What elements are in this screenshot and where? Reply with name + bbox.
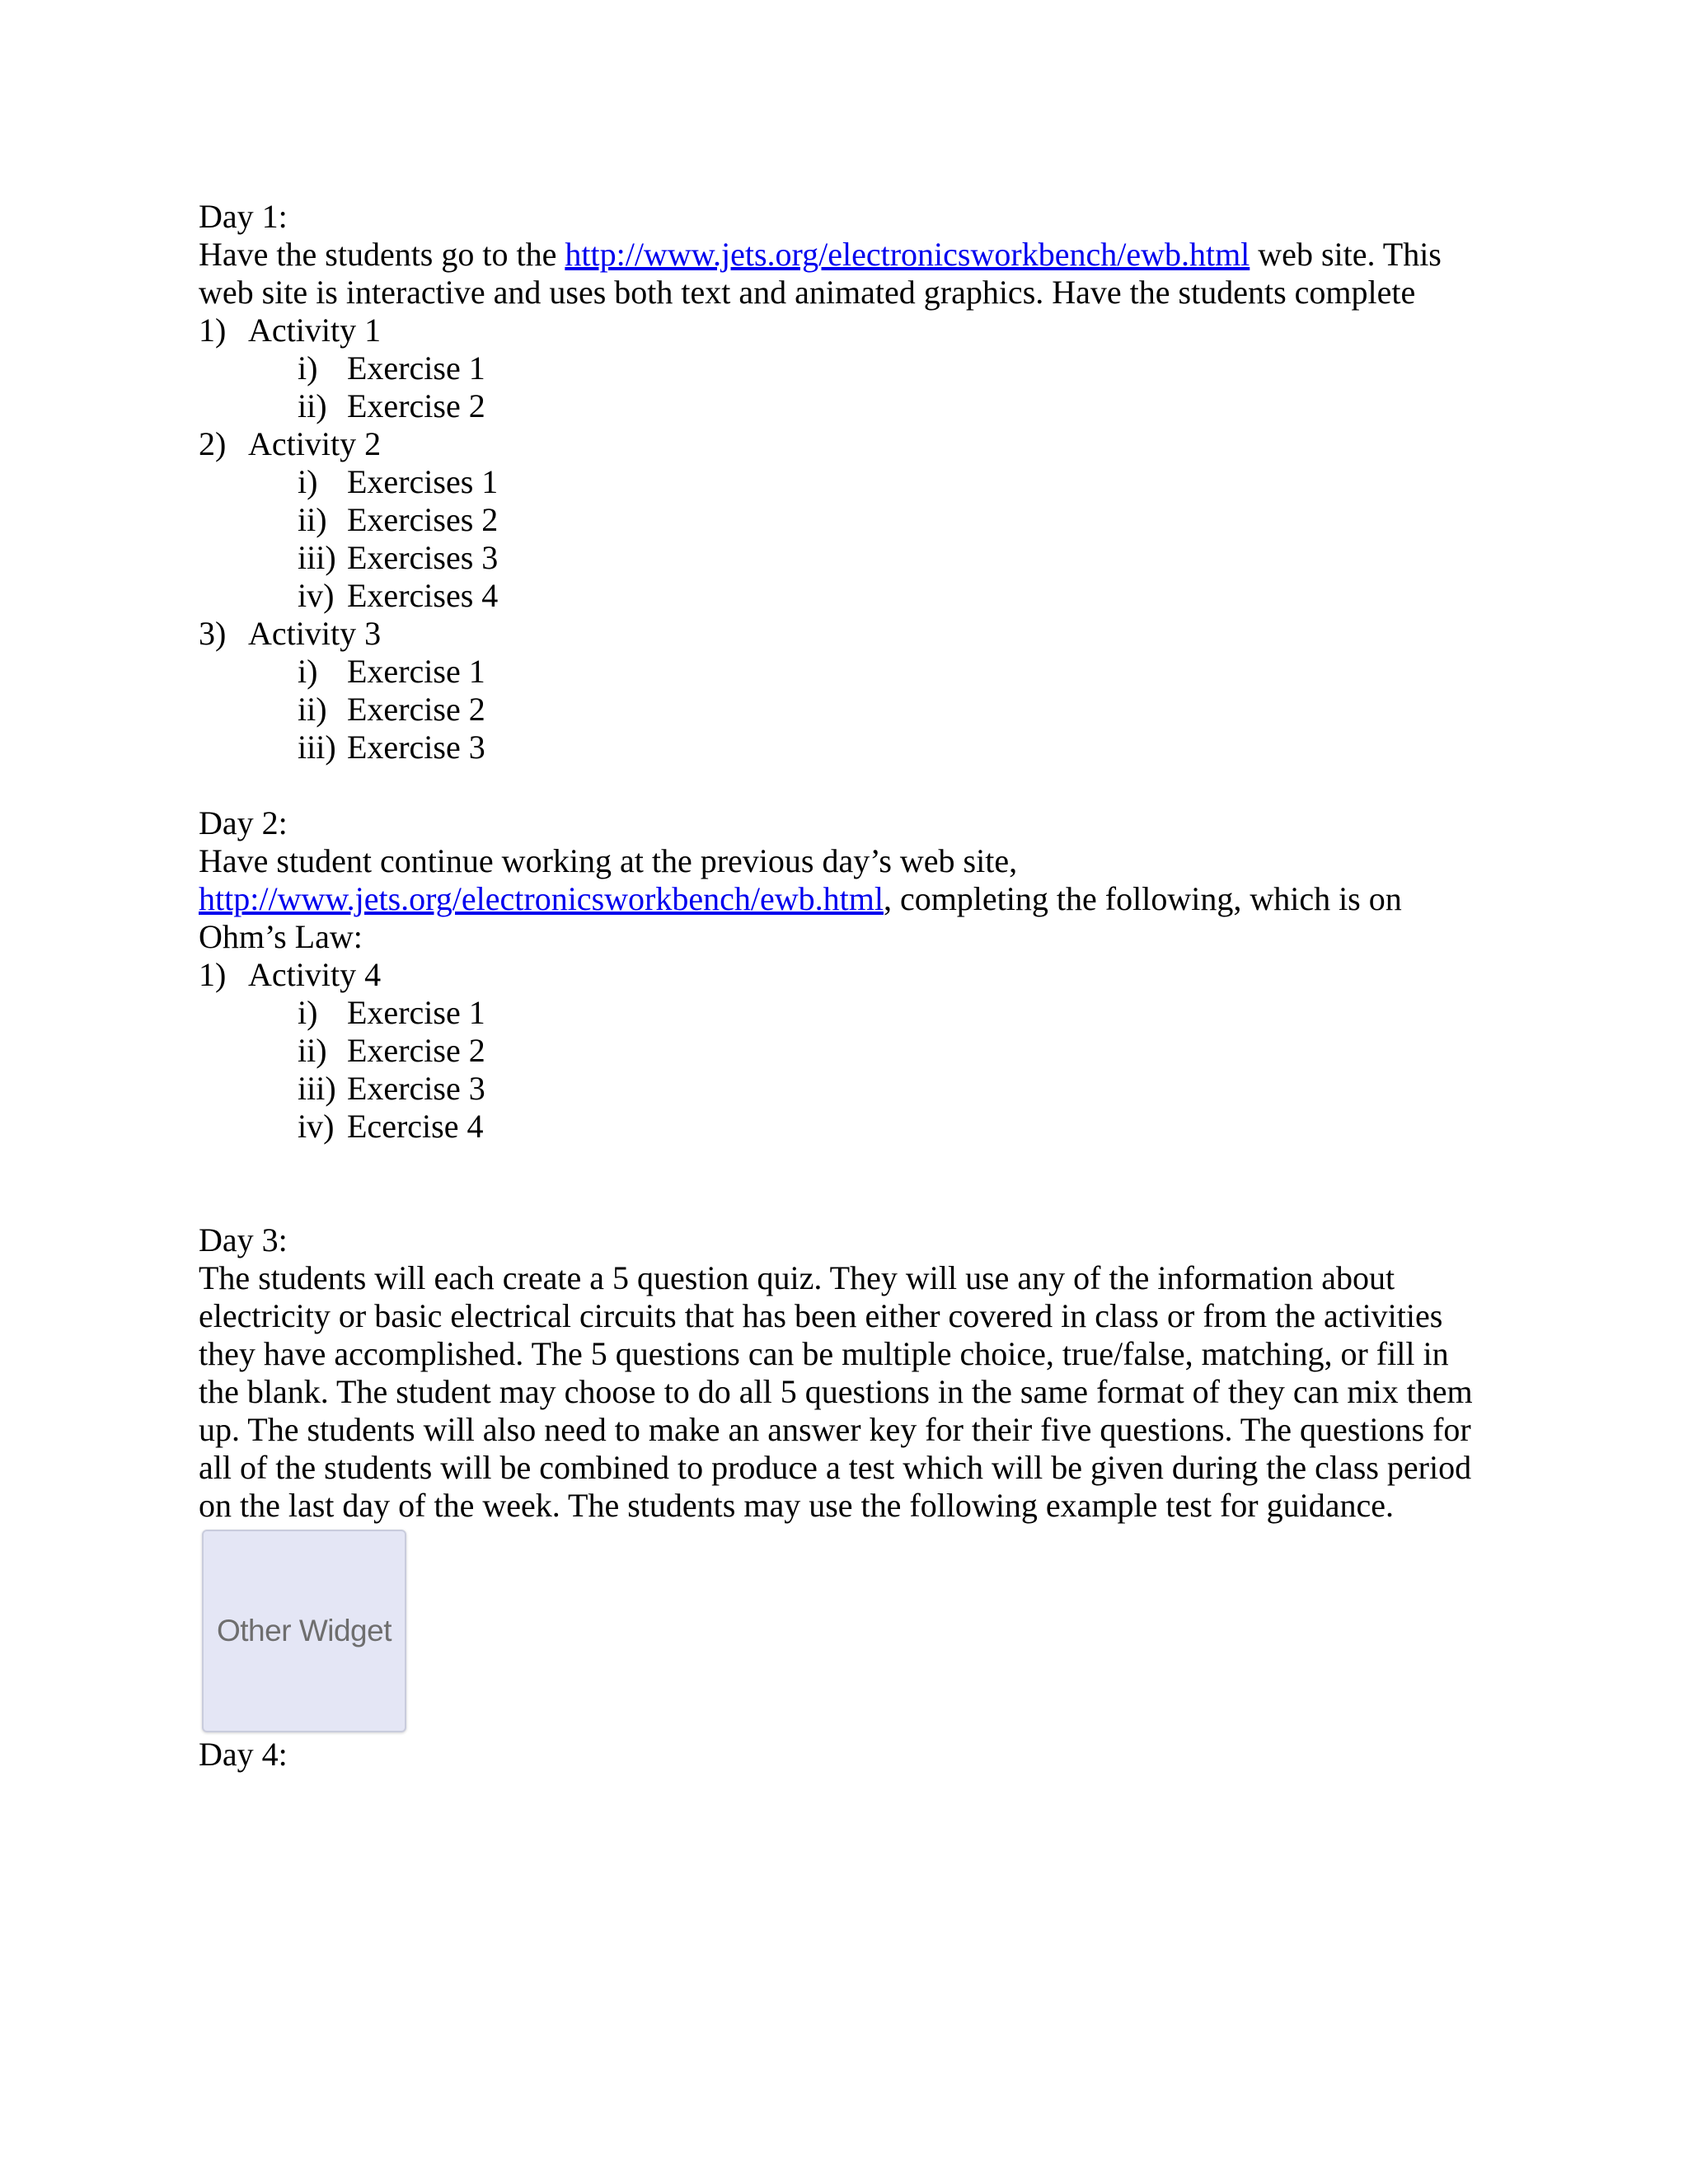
day2-activity-list: [199, 956, 1484, 1146]
day1-intro-line1: [199, 236, 1484, 274]
exercise-number: i): [298, 994, 318, 1031]
exercise-number: ii): [298, 691, 327, 728]
section-spacer: [199, 766, 1484, 804]
exercise-item: [199, 1108, 1484, 1146]
day2-intro-after-link: , completing the following, which is on: [883, 880, 1402, 917]
activity-label: Activity 1: [248, 312, 382, 349]
exercise-label: Exercises 1: [347, 463, 499, 500]
exercise-label: Exercise 1: [347, 994, 485, 1031]
day4-heading: Day 4:: [199, 1736, 288, 1773]
activity-label: Activity 4: [248, 956, 382, 993]
exercise-number: iv): [298, 577, 335, 614]
exercise-number: i): [298, 349, 318, 387]
activity-label: Activity 2: [248, 425, 382, 462]
other-widget-placeholder[interactable]: [202, 1530, 406, 1732]
day1-ewb-link[interactable]: http://www.jets.org/electronicsworkbench/ewb.html: [565, 236, 1250, 273]
day1-intro-before-link: Have the students go to the: [199, 236, 565, 273]
exercise-label: Exercises 3: [347, 539, 499, 576]
exercise-item: [199, 994, 1484, 1032]
day2-heading: Day 2:: [199, 804, 288, 841]
day3-paragraph-line: The students will each create a 5 question quiz. They will use any of the information about: [199, 1259, 1395, 1296]
exercise-item: [199, 501, 1484, 539]
exercise-label: Exercise 2: [347, 387, 485, 424]
activity-number: 1): [199, 956, 227, 993]
exercise-number: iii): [298, 729, 336, 766]
exercise-number: iii): [298, 1070, 336, 1107]
day2-intro-line2: [199, 880, 1484, 918]
exercise-item: [199, 387, 1484, 425]
exercise-number: ii): [298, 1032, 327, 1069]
exercise-item: [199, 691, 1484, 729]
exercise-number: ii): [298, 501, 327, 538]
day3-paragraph-line: up. The students will also need to make an answer key for their five questions. The questions for: [199, 1411, 1471, 1448]
activity-item: [199, 956, 1484, 994]
day2-intro-line1: Have student continue working at the previous day’s web site,: [199, 842, 1018, 879]
day3-heading: Day 3:: [199, 1221, 288, 1258]
exercise-item: [199, 577, 1484, 615]
exercise-label: Exercises 4: [347, 577, 499, 614]
exercise-number: iii): [298, 539, 336, 576]
day3-paragraph-line: the blank. The student may choose to do all 5 questions in the same format of they can mix them: [199, 1373, 1473, 1410]
exercise-number: ii): [298, 387, 327, 424]
activity-label: Activity 3: [248, 615, 382, 652]
exercise-label: Exercise 2: [347, 1032, 485, 1069]
day3-paragraph-line: they have accomplished. The 5 questions can be multiple choice, true/false, matching, or fill in: [199, 1335, 1449, 1372]
day3-paragraph-line: on the last day of the week. The students may use the following example test for guidance.: [199, 1487, 1394, 1524]
day1-intro-after-link: web site. This: [1250, 236, 1442, 273]
day3-section: [199, 1221, 1484, 1732]
exercise-label: Exercise 1: [347, 653, 485, 690]
day3-paragraph-line: electricity or basic electrical circuits that has been either covered in class or from the activities: [199, 1297, 1443, 1334]
day3-paragraph-line: all of the students will be combined to produce a test which will be given during the class period: [199, 1449, 1472, 1486]
activity-item: [199, 615, 1484, 653]
exercise-number: iv): [298, 1108, 335, 1145]
exercise-label: Exercise 3: [347, 729, 485, 766]
exercise-label: Exercise 2: [347, 691, 485, 728]
exercise-item: [199, 463, 1484, 501]
section-spacer: [199, 1146, 1484, 1221]
exercise-label: Exercise 1: [347, 349, 485, 387]
exercise-item: [199, 539, 1484, 577]
exercise-label: Ecercise 4: [347, 1108, 484, 1145]
activity-number: 1): [199, 312, 227, 349]
day2-section: [199, 804, 1484, 1146]
day1-activity-list: [199, 312, 1484, 766]
exercise-number: i): [298, 463, 318, 500]
exercise-item: [199, 1070, 1484, 1108]
day1-heading: Day 1:: [199, 198, 288, 235]
activity-item: [199, 312, 1484, 349]
activity-number: 2): [199, 425, 227, 462]
document-page: [199, 198, 1484, 1774]
day1-section: [199, 198, 1484, 766]
exercise-label: Exercise 3: [347, 1070, 485, 1107]
exercise-item: [199, 729, 1484, 766]
activity-number: 3): [199, 615, 227, 652]
day4-section: [199, 1736, 1484, 1774]
day2-ewb-link[interactable]: http://www.jets.org/electronicsworkbench/ewb.html: [199, 880, 884, 917]
activity-item: [199, 425, 1484, 463]
exercise-item: [199, 1032, 1484, 1070]
exercise-item: [199, 653, 1484, 691]
other-widget-label: Other Widget: [217, 1614, 392, 1647]
exercise-item: [199, 349, 1484, 387]
day1-intro-line2: web site is interactive and uses both text and animated graphics. Have the students complete: [199, 274, 1416, 311]
day2-intro-line3: Ohm’s Law:: [199, 918, 363, 955]
exercise-label: Exercises 2: [347, 501, 499, 538]
exercise-number: i): [298, 653, 318, 690]
